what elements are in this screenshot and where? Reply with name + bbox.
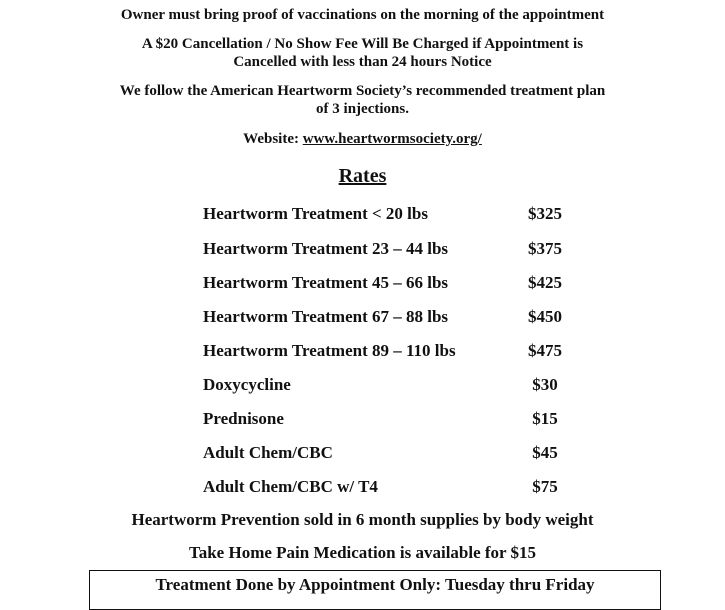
rate-row bbox=[0, 339, 725, 363]
rate-price: $425 bbox=[528, 273, 562, 292]
rate-row bbox=[0, 373, 725, 397]
pain-medication-note: Take Home Pain Medication is available for $15 bbox=[188, 543, 537, 562]
rate-name: Adult Chem/CBC w/ T4 bbox=[203, 477, 378, 496]
rate-name: Heartworm Treatment 89 – 110 lbs bbox=[203, 341, 456, 360]
rate-row bbox=[0, 271, 725, 295]
vaccination-notice: Owner must bring proof of vaccinations on the morning of the appointment bbox=[120, 7, 605, 23]
rate-row bbox=[0, 407, 725, 431]
rate-name: Heartworm Treatment 23 – 44 lbs bbox=[203, 239, 449, 258]
cancellation-notice-line2: Cancelled with less than 24 hours Notice bbox=[233, 54, 492, 70]
rate-price: $30 bbox=[532, 375, 558, 394]
treatment-plan-line1: We follow the American Heartworm Society’s recommended treatment plan bbox=[119, 83, 606, 99]
appointment-box bbox=[89, 570, 661, 610]
rate-name: Prednisone bbox=[203, 409, 284, 428]
rate-name: Adult Chem/CBC bbox=[203, 443, 333, 462]
rates-heading: Rates bbox=[338, 165, 387, 187]
rate-price: $450 bbox=[528, 307, 562, 326]
treatment-plan-line2: of 3 injections. bbox=[316, 101, 409, 117]
website-line bbox=[0, 130, 725, 149]
rate-price: $375 bbox=[528, 239, 562, 258]
appointment-note: Treatment Done by Appointment Only: Tuesday thru Friday bbox=[155, 575, 595, 594]
rate-row bbox=[0, 441, 725, 465]
rate-price: $475 bbox=[528, 341, 562, 360]
rate-name: Heartworm Treatment 67 – 88 lbs bbox=[203, 307, 449, 326]
rate-row bbox=[0, 237, 725, 261]
prevention-note: Heartworm Prevention sold in 6 month supplies by body weight bbox=[131, 510, 594, 529]
rate-price: $15 bbox=[532, 409, 558, 428]
rate-price: $325 bbox=[528, 204, 562, 223]
rate-price: $75 bbox=[532, 477, 558, 496]
website-label: Website: bbox=[243, 131, 299, 147]
rate-row bbox=[0, 202, 725, 226]
rate-name: Doxycycline bbox=[203, 375, 291, 394]
rate-name: Heartworm Treatment < 20 lbs bbox=[203, 204, 428, 223]
rate-name: Heartworm Treatment 45 – 66 lbs bbox=[203, 273, 449, 292]
website-link[interactable]: www.heartwormsociety.org/ bbox=[302, 131, 482, 147]
rate-row bbox=[0, 475, 725, 499]
cancellation-notice-line1: A $20 Cancellation / No Show Fee Will Be Charged if Appointment is bbox=[141, 36, 584, 52]
rate-price: $45 bbox=[532, 443, 558, 462]
rate-row bbox=[0, 305, 725, 329]
